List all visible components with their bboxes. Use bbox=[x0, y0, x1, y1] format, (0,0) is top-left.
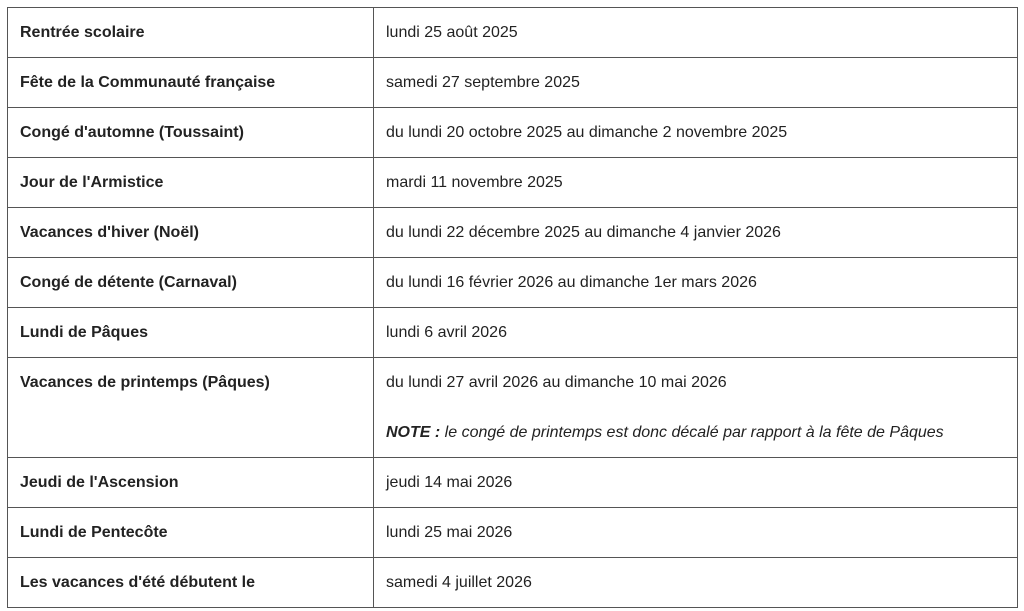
row-label: Les vacances d'été débutent le bbox=[8, 558, 374, 608]
table-row bbox=[8, 158, 1018, 208]
table-row bbox=[8, 458, 1018, 508]
row-value: lundi 6 avril 2026 bbox=[374, 308, 1018, 358]
row-value: du lundi 22 décembre 2025 au dimanche 4 janvier 2026 bbox=[374, 208, 1018, 258]
row-value: du lundi 27 avril 2026 au dimanche 10 mai 2026 bbox=[386, 374, 727, 391]
row-value: lundi 25 août 2025 bbox=[374, 8, 1018, 58]
row-label: Rentrée scolaire bbox=[8, 8, 374, 58]
row-label: Congé d'automne (Toussaint) bbox=[8, 108, 374, 158]
table-row bbox=[8, 508, 1018, 558]
table-row bbox=[8, 558, 1018, 608]
table-row bbox=[8, 208, 1018, 258]
note-label: NOTE : bbox=[386, 424, 441, 441]
row-value: samedi 27 septembre 2025 bbox=[374, 58, 1018, 108]
table-row bbox=[8, 108, 1018, 158]
row-value: du lundi 20 octobre 2025 au dimanche 2 novembre 2025 bbox=[374, 108, 1018, 158]
row-value: du lundi 16 février 2026 au dimanche 1er mars 2026 bbox=[374, 258, 1018, 308]
row-label: Congé de détente (Carnaval) bbox=[8, 258, 374, 308]
row-value: mardi 11 novembre 2025 bbox=[374, 158, 1018, 208]
school-calendar bbox=[7, 7, 1017, 608]
row-label: Vacances d'hiver (Noël) bbox=[8, 208, 374, 258]
row-value: jeudi 14 mai 2026 bbox=[374, 458, 1018, 508]
table-row bbox=[8, 8, 1018, 58]
row-label: Jeudi de l'Ascension bbox=[8, 458, 374, 508]
row-value-with-note bbox=[374, 358, 1018, 458]
calendar-table bbox=[7, 7, 1018, 608]
row-label: Lundi de Pâques bbox=[8, 308, 374, 358]
row-value: samedi 4 juillet 2026 bbox=[374, 558, 1018, 608]
row-value: lundi 25 mai 2026 bbox=[374, 508, 1018, 558]
row-label: Vacances de printemps (Pâques) bbox=[8, 358, 374, 458]
row-label: Fête de la Communauté française bbox=[8, 58, 374, 108]
row-label: Jour de l'Armistice bbox=[8, 158, 374, 208]
note-text: le congé de printemps est donc décalé par rapport à la fête de Pâques bbox=[440, 424, 944, 441]
table-row bbox=[8, 58, 1018, 108]
row-label: Lundi de Pentecôte bbox=[8, 508, 374, 558]
table-row bbox=[8, 258, 1018, 308]
table-row bbox=[8, 308, 1018, 358]
note bbox=[386, 423, 1005, 443]
table-row bbox=[8, 358, 1018, 458]
